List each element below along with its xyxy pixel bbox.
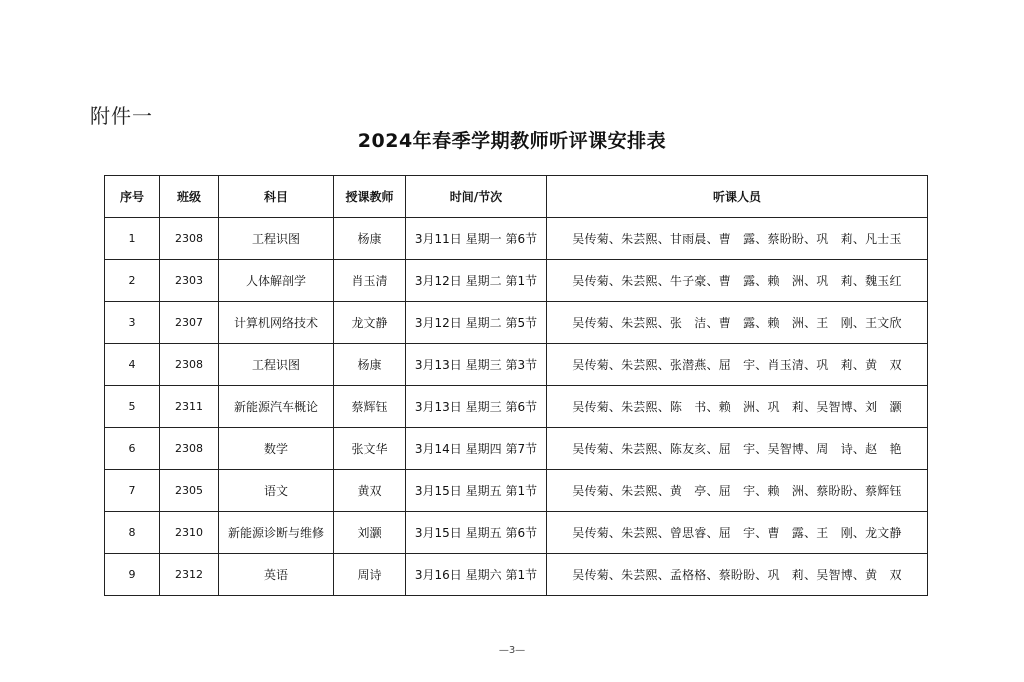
cell-no: 8 [105, 512, 160, 554]
cell-no: 2 [105, 260, 160, 302]
header-teacher: 授课教师 [334, 176, 406, 218]
cell-subject: 计算机网络技术 [219, 302, 334, 344]
table-row [105, 470, 928, 512]
cell-time: 3月12日 星期二 第1节 [406, 260, 547, 302]
cell-class: 2305 [160, 470, 219, 512]
header-time: 时间/节次 [406, 176, 547, 218]
cell-teacher: 杨康 [334, 218, 406, 260]
header-class: 班级 [160, 176, 219, 218]
header-no: 序号 [105, 176, 160, 218]
table-row [105, 512, 928, 554]
cell-teacher: 杨康 [334, 344, 406, 386]
cell-time: 3月15日 星期五 第1节 [406, 470, 547, 512]
page-number: —3— [498, 645, 526, 656]
cell-subject: 语文 [219, 470, 334, 512]
cell-time: 3月13日 星期三 第3节 [406, 344, 547, 386]
cell-class: 2308 [160, 344, 219, 386]
attachment-label: 附件一 [90, 104, 153, 128]
cell-attendees: 吴传菊、朱芸熙、陈 书、赖 洲、巩 莉、吴智博、刘 灏 [547, 386, 928, 428]
cell-subject: 工程识图 [219, 218, 334, 260]
cell-class: 2303 [160, 260, 219, 302]
cell-time: 3月15日 星期五 第6节 [406, 512, 547, 554]
header-subject: 科目 [219, 176, 334, 218]
cell-attendees: 吴传菊、朱芸熙、黄 亭、屈 宇、赖 洲、蔡盼盼、蔡辉钰 [547, 470, 928, 512]
cell-class: 2307 [160, 302, 219, 344]
cell-attendees: 吴传菊、朱芸熙、曾思睿、屈 宇、曹 露、王 刚、龙文静 [547, 512, 928, 554]
cell-attendees: 吴传菊、朱芸熙、牛子豪、曹 露、赖 洲、巩 莉、魏玉红 [547, 260, 928, 302]
cell-teacher: 龙文静 [334, 302, 406, 344]
cell-no: 7 [105, 470, 160, 512]
cell-subject: 英语 [219, 554, 334, 596]
cell-time: 3月11日 星期一 第6节 [406, 218, 547, 260]
cell-class: 2310 [160, 512, 219, 554]
cell-subject: 数学 [219, 428, 334, 470]
cell-teacher: 蔡辉钰 [334, 386, 406, 428]
cell-time: 3月13日 星期三 第6节 [406, 386, 547, 428]
cell-time: 3月16日 星期六 第1节 [406, 554, 547, 596]
page-title: 2024年春季学期教师听评课安排表 [357, 130, 667, 152]
cell-no: 3 [105, 302, 160, 344]
cell-subject: 人体解剖学 [219, 260, 334, 302]
table-header-row [105, 176, 928, 218]
cell-attendees: 吴传菊、朱芸熙、张潜燕、屈 宇、肖玉清、巩 莉、黄 双 [547, 344, 928, 386]
cell-class: 2311 [160, 386, 219, 428]
table-row [105, 218, 928, 260]
header-attendees: 听课人员 [547, 176, 928, 218]
table-row [105, 386, 928, 428]
cell-class: 2308 [160, 428, 219, 470]
cell-time: 3月14日 星期四 第7节 [406, 428, 547, 470]
table-row [105, 302, 928, 344]
table-row [105, 260, 928, 302]
cell-time: 3月12日 星期二 第5节 [406, 302, 547, 344]
cell-teacher: 周诗 [334, 554, 406, 596]
cell-teacher: 肖玉清 [334, 260, 406, 302]
cell-class: 2312 [160, 554, 219, 596]
cell-attendees: 吴传菊、朱芸熙、孟格格、蔡盼盼、巩 莉、吴智博、黄 双 [547, 554, 928, 596]
cell-no: 6 [105, 428, 160, 470]
cell-no: 9 [105, 554, 160, 596]
cell-attendees: 吴传菊、朱芸熙、甘雨晨、曹 露、蔡盼盼、巩 莉、凡士玉 [547, 218, 928, 260]
schedule-table [104, 175, 928, 596]
cell-teacher: 刘灏 [334, 512, 406, 554]
cell-no: 5 [105, 386, 160, 428]
cell-class: 2308 [160, 218, 219, 260]
cell-teacher: 张文华 [334, 428, 406, 470]
table-row [105, 428, 928, 470]
table-row [105, 554, 928, 596]
cell-teacher: 黄双 [334, 470, 406, 512]
cell-attendees: 吴传菊、朱芸熙、张 洁、曹 露、赖 洲、王 刚、王文欣 [547, 302, 928, 344]
cell-no: 1 [105, 218, 160, 260]
cell-subject: 新能源汽车概论 [219, 386, 334, 428]
cell-attendees: 吴传菊、朱芸熙、陈友亥、屈 宇、吴智博、周 诗、赵 艳 [547, 428, 928, 470]
cell-subject: 工程识图 [219, 344, 334, 386]
cell-no: 4 [105, 344, 160, 386]
table-row [105, 344, 928, 386]
cell-subject: 新能源诊断与维修 [219, 512, 334, 554]
